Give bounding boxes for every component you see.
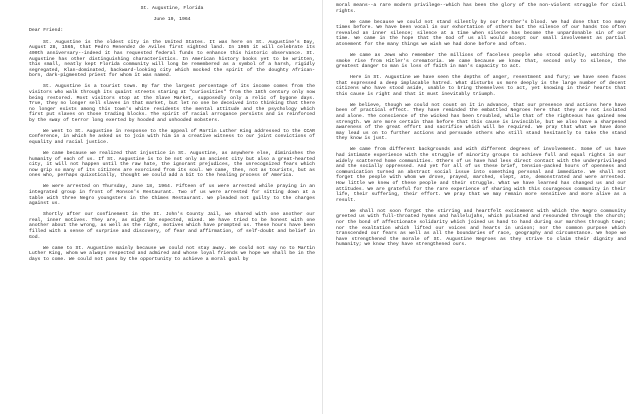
letter-heading: St. Augustine, Florida [140, 6, 204, 11]
salutation: Dear Friend: [29, 28, 64, 34]
paragraph: We came because we realized that injustice in St. Augustine, as anywhere else, diminishes the humanity of each of us. If St. Augustine is to be not only an ancient city but also a great-hearted city, it will not happen until the raw hate, the ignorant prejudices, the unrecognized fears which now grip so many of its citizens are exorcised from its soul. We came, then, not as tourists, but as ones who, perhaps quixotically, thought we could add a bit to the healing process of America. [29, 151, 315, 179]
paragraph: We were arrested on Thursday, June 18, 1964. Fifteen of us were arrested while praying in an integrated group in front of Monson's Restaurant. Two of us were arrested for sitting down at a table with three Negro youngsters in the Chimes Restaurant. We pleaded not guilty to the charges against us. [29, 184, 315, 207]
letter-date: June 19, 1964 [153, 16, 191, 22]
paragraph-continued: moral means--a rare modern privilege--which has been the glory of the non-violent struggle for civil rights. [336, 3, 626, 14]
paragraph: We went to St. Augustine in response to the appeal of Martin Luther King addressed to the CCAR Conference, in which he asked us to join with him in a creative witness to our joint convictions of equality and racial justice. [29, 128, 315, 146]
paragraph: St. Augustine is a tourist town. By far the largest percentage of its income comes from the visitors who walk through its quaint streets staring at "curiosities" from the 18th century only now being restored. Most visitors stop at the Slave Market, supposedly only a relic of bygone days. True, they no longer sell slaves in that market, but let no one be deceived into thinking that there no longer exists among this town's white residents the mental attitude and the psychology which first put slaves on those trading blocks. The spirit of racial arrogance persists and is reinforced by the sway of terror long exerted by hooded and unhooded mobsters. [29, 84, 315, 123]
left-column [29, 6, 315, 268]
paragraph: We shall not soon forget the stirring and heartfelt excitement with which the Negro community greeted us with full-throated hymns and hallelujahs, which pulsated and resounded through the church; nor the bond of affectionate solidarity which joined us hand to hand during our marches through town; nor the exaltation which lifted our voices and hearts in unison; nor the common purpose which transcended our fears as well as all the boundaries of race, geography and circumstance. We hope we have strengthened the morale of St. Augustine Negroes as they strive to claim their dignity and humanity; we know they have strengthened ours. [336, 208, 626, 248]
column-gutter [322, 0, 323, 414]
paragraph: We came to St. Augustine mainly because we could not stay away. We could not say no to Martin Luther King, whom we always respected and admired and whose loyal friends we hope we shall be in the days to come. We could not pass by the opportunity to achieve a moral goal by [29, 245, 315, 262]
right-column [336, 3, 626, 253]
paragraph: We came as Jews who remember the millions of faceless people who stood quietly, watching the smoke rise from Hitler's crematoria. We came because we know that, second only to silence, the greatest danger to man is loss of faith in man's capacity to act. [336, 52, 626, 70]
paragraph: Shortly after our confinement in the St. John's County Jail, we shared with one another our real, inner motives. They are, as might be expected, mixed. We have tried to be honest with one another about the wrong, as well as the right, motives which have prompted us. These hours have been filled with a sense of surprise and discovery, of fear and affirmation, of self-doubt and belief in God. [29, 212, 315, 240]
paragraph: We believe, though we could not count on it in advance, that our presence and actions here have been of practical effect. They have reminded the embattled Negroes here that they are not isolated and alone. The conscience of the wicked has been troubled, while that of the righteous has gained new strength. We are more certain than before that this cause is invincible, but we also have a sharpened awareness of the great effort and sacrifice which will be required. We pray that what we have done may lead us on to further actions and persuade others who still stand hesitantly to take the stand they know is just. [336, 102, 626, 142]
paragraph: We came from different backgrounds and with different degrees of involvement. Some of us have had intimate experience with the struggle of minority groups to achieve full and equal rights in our widely scattered home communities. Others of us have had less direct contact with the underprivileged and the socially oppressed. And yet for all of us these brief, tension-packed hours of openness and communication turned an abstract social issue into something personal and immediate. We shall not forget the people with whom we drove, prayed, marched, slept, ate, demonstrated and were arrested. How little we knew of these people and their struggle. What we have learned has changed us and our attitudes. We are grateful for the rare experience of sharing with this courageous community in their life, their suffering, their effort. We pray that we may remain more sensitive and more alive as a result. [336, 147, 626, 203]
paragraph: We came because we could not stand silently by our brother's blood. We had done that too many times before. We have been vocal in our exhortation of others but the silence of our hands too often revealed an inner silence; silence at a time when silence has become the unpardonable sin of our time. We came in the hope that the God of us all would accept our small involvement as partial atonement for the many things we wish we had done before and often. [336, 19, 626, 47]
paragraph: St. Augustine is the oldest city in the United States. It was here on St. Augustine's Day, August 28, 1565, that Pedro Menendez de Aviles first sighted land. In 1965 it will celebrate its 400th anniversary--indeed it has requested federal funds to enhance this historic observance. St. Augustine has other distinguishing characteristics. In American history books yet to be written, this small, neatly kept Florida community will long be remembered as a symbol of a harsh, rigidly segregated, Klan-dominated, backward-looking city which mocked the spirit of the doughty African-born, dark-pigmented priest for whom it was named. [29, 39, 315, 79]
paragraph: Here in St. Augustine we have seen the depths of anger, resentment and fury; we have seen faces that expressed a deep implacable hatred. What disturbs us more deeply is the large number of decent citizens who have stood aside, unable to bring themselves to act, yet knowing in their hearts that this cause is right and that it must inevitably triumph. [336, 75, 626, 97]
